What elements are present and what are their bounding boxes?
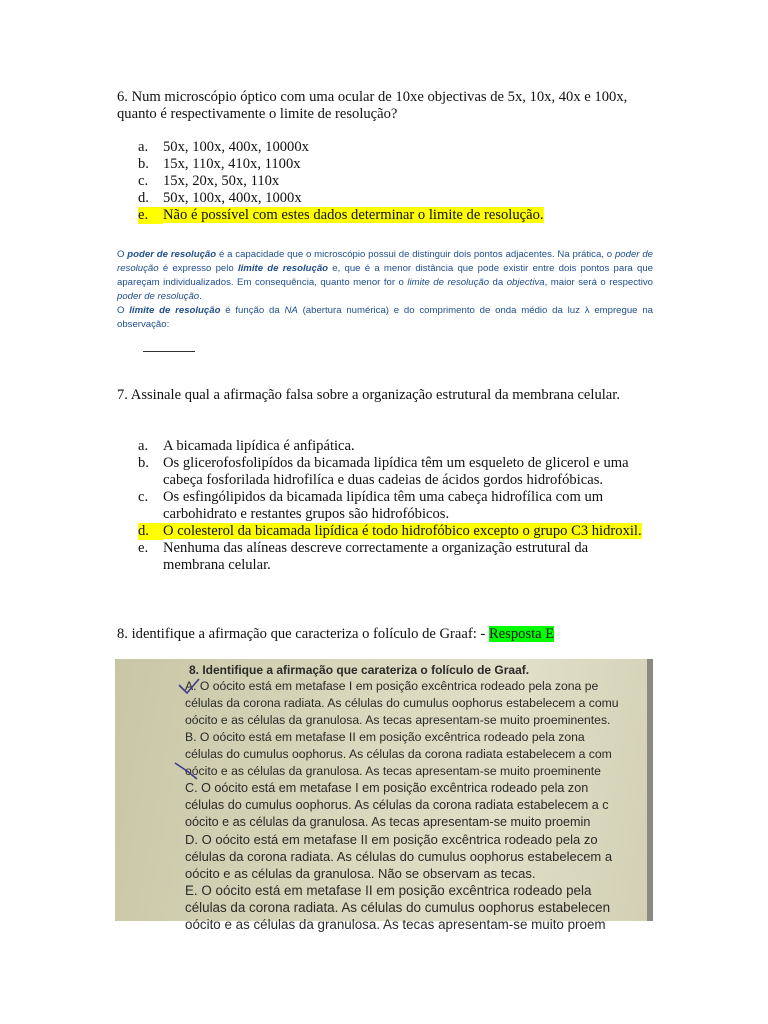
photo-line: A. O oócito está em metafase I em posição excêntrica rodeado pela zona pe <box>185 679 599 693</box>
option-a <box>138 438 653 455</box>
formula-placeholder-line <box>143 351 195 352</box>
photo-line: E. O oócito está em metafase II em posição excêntrica rodeado pela <box>185 883 592 898</box>
option-text: A bicamada lipídica é anfipática. <box>163 438 355 454</box>
photo-line: oócito e as células da granulosa. As tecas apresentam-se muito proemin <box>185 815 591 829</box>
question-7-stem <box>117 387 653 404</box>
photo-line: células do cumulus oophorus. As células da corona radiata estabelecem a c <box>185 798 609 812</box>
question-8-stem <box>117 626 653 643</box>
photo-line: D. O oócito está em metafase II em posição excêntrica rodeado pela zo <box>185 832 598 847</box>
photo-line: oócito e as células da granulosa. As tecas apresentam-se muito proeminente <box>185 764 601 778</box>
pen-tick-mark-icon <box>177 677 201 697</box>
option-e-highlighted <box>138 207 653 224</box>
photo-line: oócito e as células da granulosa. As tecas apresentam-se muito proeminentes. <box>185 713 611 727</box>
option-text: 15x, 20x, 50x, 110x <box>163 173 280 189</box>
option-letter: b. <box>138 455 149 471</box>
option-letter: a. <box>138 139 149 155</box>
question-6-stem <box>117 89 653 123</box>
option-b <box>138 156 653 173</box>
option-text: 50x, 100x, 400x, 10000x <box>163 139 309 155</box>
photo-edge-shadow <box>647 659 653 921</box>
photo-line: oócito e as células da granulosa. As tecas apresentam-se muito proem <box>185 917 606 932</box>
option-text: Não é possível com estes dados determinar o limite de resolução. <box>163 207 544 223</box>
pen-slash-mark-icon <box>173 759 199 781</box>
photo-line: células do cumulus oophorus. As células da corona radiata estabelecem a com <box>185 747 612 761</box>
question-6-text: 6. Num microscópio óptico com uma ocular de 10xe objectivas de 5x, 10x, 40x e 100x, quanto é respectivamente o limite de resolução? <box>117 89 628 122</box>
option-letter: a. <box>138 438 149 454</box>
question-6-options <box>138 139 653 224</box>
note-paragraph-1: O poder de resolução é a capacidade que o microscópio possui de distinguir dois pontos adjacentes. Na prática, o poder de resolução é expresso pelo limite de resolução e, que é a menor distância que pode existir entre dois pontos para que apareçam individualizados. Em consequência, quanto menor for o limite de resolução da objectiva, maior será o respectivo poder de resolução. <box>117 249 654 302</box>
photo-title: 8. Identifique a afirmação que carateriza o folículo de Graaf. <box>189 663 530 677</box>
photo-line: oócito e as células da granulosa. Não se observam as tecas. <box>185 866 536 881</box>
photo-line: C. O oócito está em metafase I em posição excêntrica rodeado pela zon <box>185 781 589 795</box>
question-7-options <box>138 438 653 574</box>
option-letter: d. <box>138 523 163 540</box>
option-text: Os esfingólipidos da bicamada lipídica têm uma cabeça hidrofílica com um carbohidrato e restantes grupos são hidrofóbicos. <box>163 489 604 522</box>
question-7-text: 7. Assinale qual a afirmação falsa sobre a organização estrutural da membrana celular. <box>117 387 620 403</box>
option-text: 50x, 100x, 400x, 1000x <box>163 190 302 206</box>
option-c <box>138 173 653 190</box>
option-d-highlighted <box>138 523 653 540</box>
option-text: Nenhuma das alíneas descreve correctamente a organização estrutural da membrana celular. <box>163 540 589 573</box>
option-letter: c. <box>138 489 149 505</box>
option-letter: e. <box>138 540 149 556</box>
option-c <box>138 489 653 523</box>
option-letter: b. <box>138 156 149 172</box>
question-8-text: 8. identifique a afirmação que caracteriza o folículo de Graaf: - <box>117 626 489 642</box>
option-text: 15x, 110x, 410x, 1100x <box>163 156 301 172</box>
photo-line: células da corona radiata. As células do cumulus oophorus estabelecem a <box>185 849 613 864</box>
option-letter: e. <box>138 207 163 224</box>
photo-line: B. O oócito está em metafase II em posição excêntrica rodeado pela zona <box>185 730 585 744</box>
option-a <box>138 139 653 156</box>
note-paragraph-2: O limite de resolução é função da NA (abertura numérica) e do comprimento de onda médio da luz λ empregue na observação: <box>117 305 653 330</box>
option-e <box>138 540 653 574</box>
option-d <box>138 190 653 207</box>
photo-line: células da corona radiata. As células do cumulus oophorus estabelecem a comu <box>185 696 619 710</box>
photo-line: células da corona radiata. As células do cumulus oophorus estabelecen <box>185 900 611 915</box>
option-text: Os glicerofosfolipídos da bicamada lipídica têm um esqueleto de glicerol e uma cabeça fosforilada hidrofilíca e duas cadeias de ácidos gordos hidrofóbicas. <box>163 455 629 488</box>
answer-badge: Resposta E <box>488 626 555 642</box>
resolution-note <box>117 248 653 332</box>
option-letter: d. <box>138 190 149 206</box>
exam-photo <box>115 659 653 932</box>
option-b <box>138 455 653 489</box>
option-letter: c. <box>138 173 149 189</box>
option-text: O colesterol da bicamada lipídica é todo hidrofóbico excepto o grupo C3 hidroxil. <box>163 523 642 539</box>
